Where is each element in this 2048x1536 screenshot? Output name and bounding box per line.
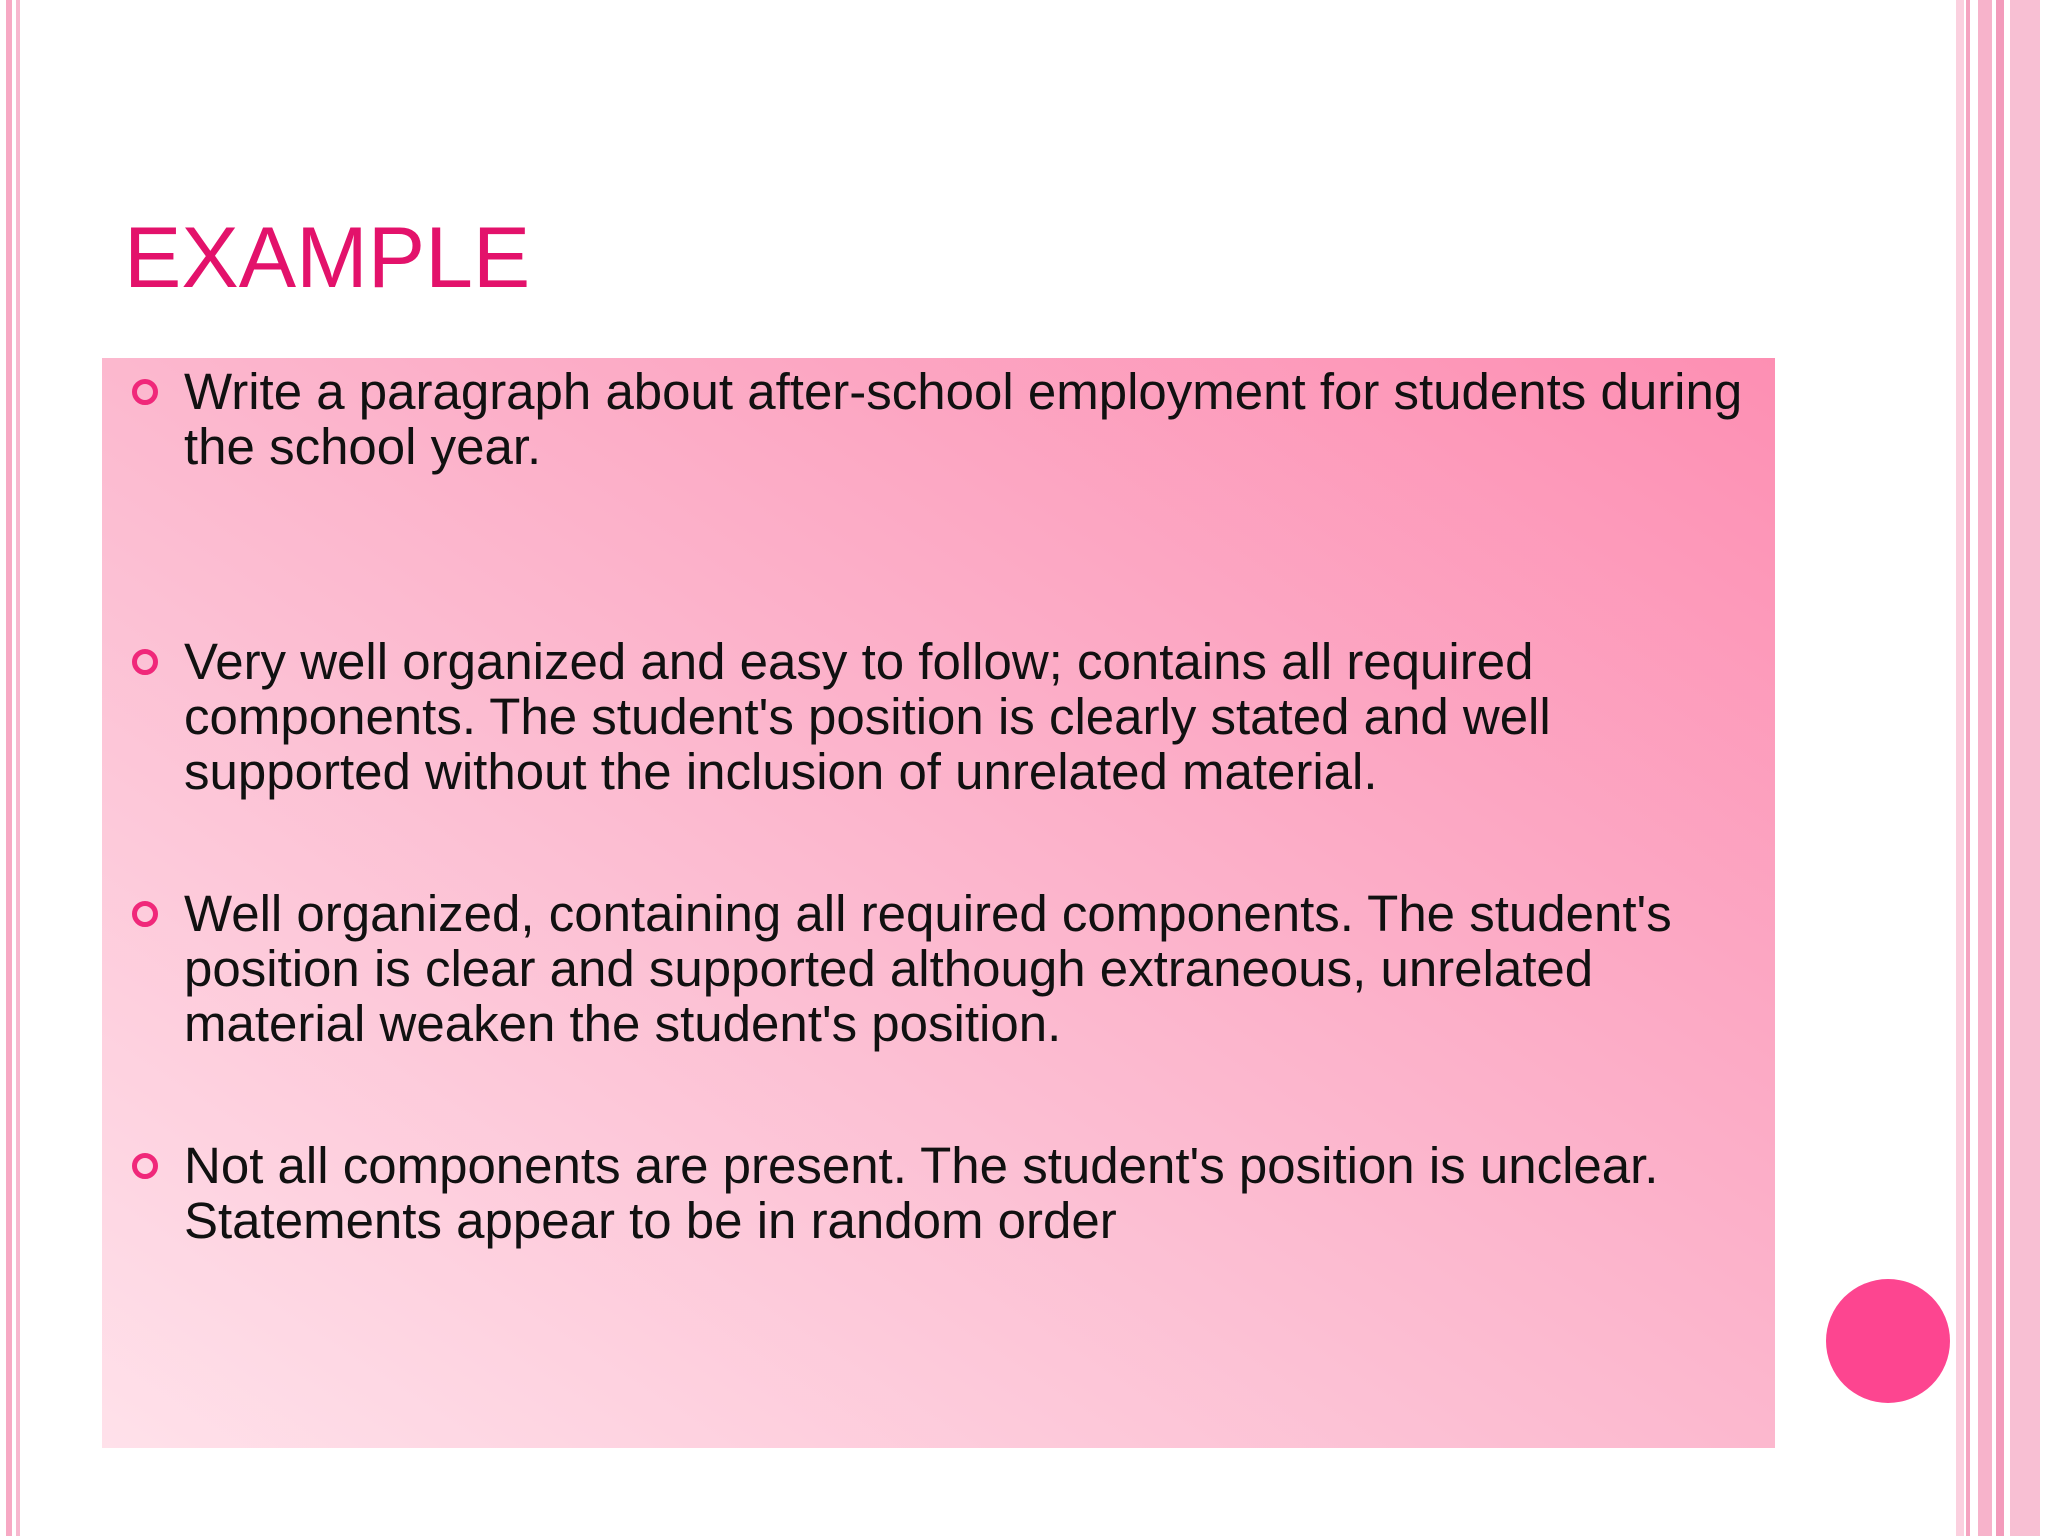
hollow-circle-bullet-icon (132, 649, 158, 675)
hollow-circle-bullet-icon (132, 379, 158, 405)
bullet-text: Very well organized and easy to follow; contains all required components. The student's position is clearly stated and well supported without the inclusion of unrelated material. (184, 633, 1551, 800)
content-box (102, 358, 1775, 1448)
right-border-stripe (1966, 0, 1970, 1536)
left-border-stripe (16, 0, 20, 1536)
right-border-stripe (1996, 0, 2004, 1536)
bullet-text: Well organized, containing all required components. The student's position is clear and supported although extraneous, unrelated material weaken the student's position. (184, 885, 1672, 1052)
left-border-stripe (6, 0, 12, 1536)
right-border-stripe (1956, 0, 1964, 1536)
right-border-stripe (2010, 0, 2040, 1536)
accent-circle (1826, 1279, 1950, 1403)
hollow-circle-bullet-icon (132, 901, 158, 927)
right-border-stripe (1978, 0, 1992, 1536)
bullet-text: Not all components are present. The student's position is unclear. Statements appear to be in random order (184, 1137, 1659, 1249)
hollow-circle-bullet-icon (132, 1153, 158, 1179)
bullet-text: Write a paragraph about after-school employment for students during the school year. (184, 363, 1743, 475)
slide-title: EXAMPLE (124, 210, 531, 306)
